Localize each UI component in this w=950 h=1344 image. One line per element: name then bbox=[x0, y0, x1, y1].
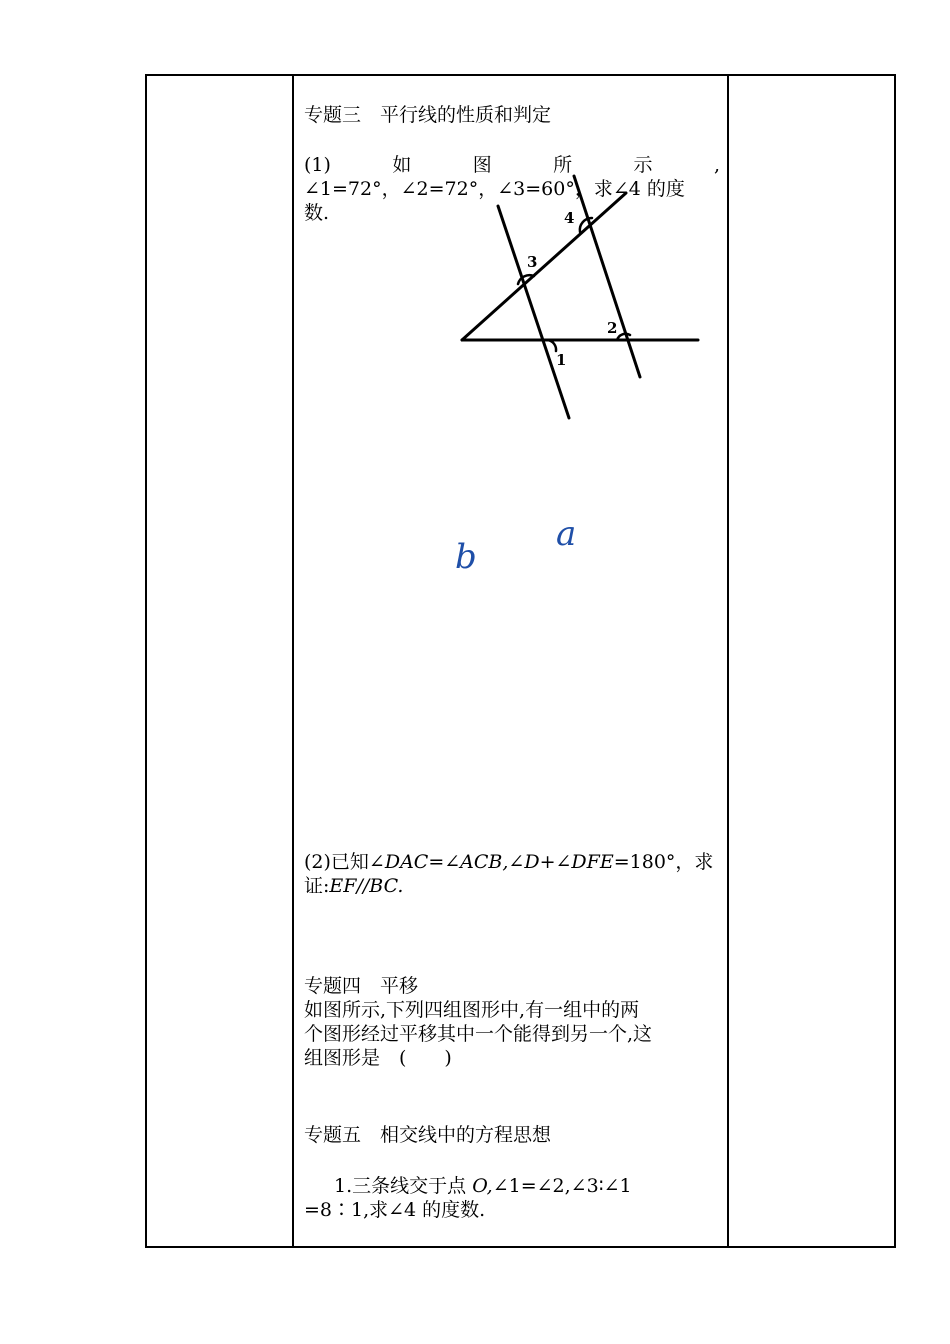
parallel-line-left bbox=[498, 206, 569, 418]
topic4-line2: 个图形经过平移其中一个能得到另一个,这 bbox=[304, 1023, 653, 1045]
q1-line3: 数. bbox=[304, 202, 330, 224]
topic5-question bbox=[304, 1174, 720, 1222]
topic5-line2: =8∶1,求∠4 的度数. bbox=[304, 1199, 486, 1221]
question-2 bbox=[304, 850, 720, 898]
angle-label-3: 3 bbox=[527, 253, 538, 271]
q2-line2: 证:EF//BC. bbox=[304, 875, 404, 897]
angle-label-1: 1 bbox=[556, 351, 567, 369]
topic4-section bbox=[304, 974, 720, 1070]
topic4-line3: 组图形是 ( ) bbox=[304, 1047, 452, 1069]
q2-line1: (2)已知∠DAC=∠ACB,∠D+∠DFE=180°，求 bbox=[304, 851, 714, 873]
parallel-line-right bbox=[574, 176, 640, 377]
topic4-heading: 专题四 平移 bbox=[304, 975, 419, 997]
topic5-heading: 专题五 相交线中的方程思想 bbox=[304, 1124, 552, 1146]
q1-line1: (1) 如 图 所 示 , bbox=[304, 154, 720, 176]
transversal-line bbox=[462, 193, 626, 340]
q1-line2: ∠1=72°，∠2=72°，∠3=60°，求∠4 的度 bbox=[304, 178, 685, 200]
variable-a: a bbox=[556, 514, 577, 554]
angle-label-4: 4 bbox=[564, 209, 575, 227]
angle-arc-1 bbox=[548, 340, 556, 351]
angle-label-2: 2 bbox=[607, 319, 618, 337]
variable-b: b bbox=[455, 537, 477, 577]
topic4-line1: 如图所示,下列四组图形中,有一组中的两 bbox=[304, 999, 640, 1021]
topic5-line1: 1.三条线交于点 O,∠1=∠2,∠3∶∠1 bbox=[334, 1175, 632, 1197]
topic3-heading: 专题三 平行线的性质和判定 bbox=[304, 104, 552, 126]
